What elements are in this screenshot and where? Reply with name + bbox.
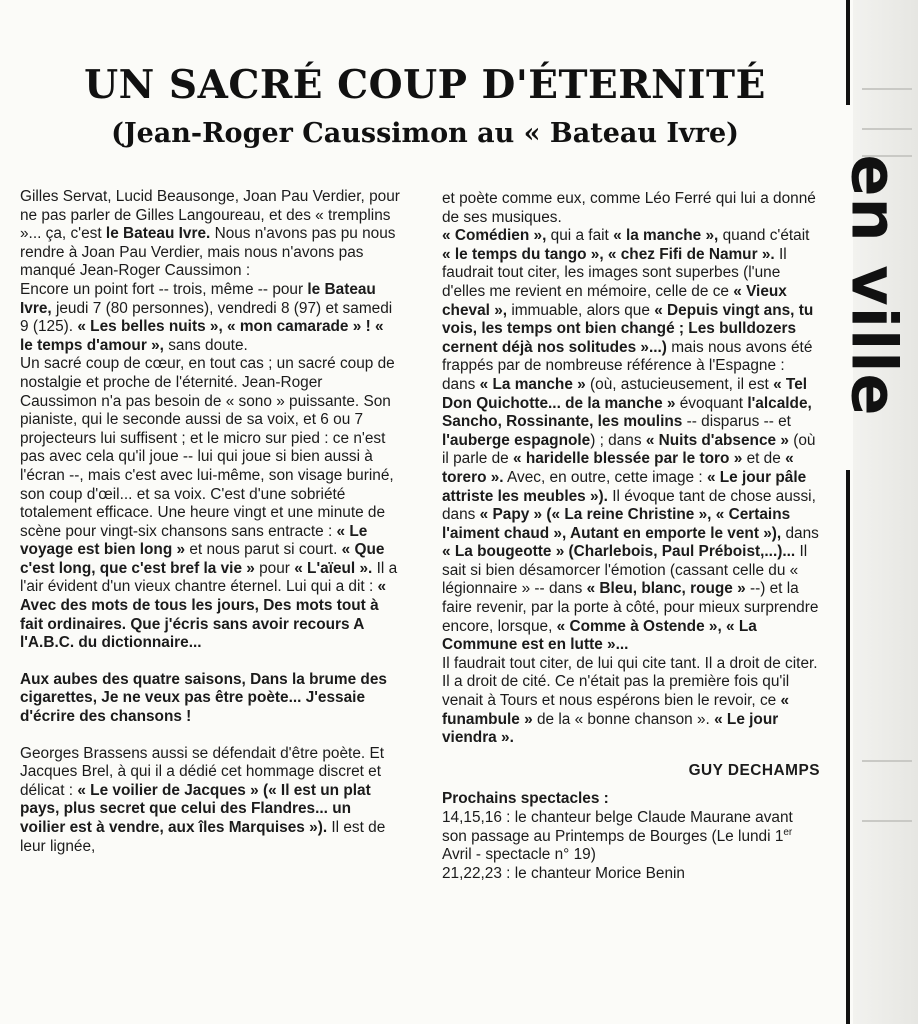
- section-label: [839, 110, 909, 460]
- edge-line: [862, 88, 912, 90]
- author-signature: GUY DECHAMPS: [688, 761, 820, 779]
- section-label-text: en ville: [837, 154, 911, 416]
- edge-line: [862, 760, 912, 762]
- edge-line: [862, 820, 912, 822]
- paragraph: Un sacré coup de cœur, en tout cas ; un sacré coup de nostalgie et proche de l'éternité. Jean-Roger Caussimon n'a pas besoin de « sono » puissante. Son pianiste, qui le seconde aussi de sa voix, et 6 ou 7 projecteurs lui suffisent ; et le micro sur pied : ce n'est pas avec cela qu'il joue -- lui qui joue si bien aussi à l'écran --, mais c'est avec lui-même, son visage buriné, son coup d'œil... et sa voix. C'est d'une sobriété totalement efficace. Une heure vingt et une minute de scène pour vingt-six chansons sans entracte : « Le voyage est bien long » et nous parut si court. « Que c'est long, que c'est bref la vie » pour « L'aïeul ». Il a l'air évident d'un vieux chantre éternel. Lui qui a dit : « Avec des mots de tous les jours, Des mots tout à fait ordinaires. Que j'écris sans avoir recours A l'A.B.C. du dictionnaire...: [20, 355, 398, 652]
- section-rule-bottom: [846, 470, 850, 1024]
- article-subtitle: (Jean-Roger Caussimon au « Bateau Ivre): [111, 118, 739, 149]
- verse: Aux aubes des quatre saisons, Dans la brume des cigarettes, Je ne veux pas être poète... J'essaie d'écrire des chansons !: [20, 670, 387, 726]
- paragraph: Il faudrait tout citer, de lui qui cite tant. Il a droit de citer. Il a droit de cité. Ce n'était pas la première fois qu'il venait à Tours et nous espérons bien le revoir, ce « funambule » de la « bonne chanson ». « Le jour viendra ».: [442, 654, 818, 747]
- upcoming-item: 21,22,23 : le chanteur Morice Benin: [442, 864, 685, 882]
- paragraph: Gilles Servat, Lucid Beausonge, Joan Pau Verdier, pour ne pas parler de Gilles Langoureau, et des « tremplins »... ça, c'est le Bateau Ivre. Nous n'avons pas pu nous rendre à Joan Pau Verdier, mais nous n'avons pas manqué Jean-Roger Caussimon :: [20, 188, 400, 280]
- upcoming-item: 14,15,16 : le chanteur belge Claude Maurane avant son passage au Printemps de Bourges (Le lundi 1er Avril - spectacle n° 19): [442, 809, 793, 864]
- paragraph: Encore un point fort -- trois, même -- pour le Bateau Ivre, jeudi 7 (80 personnes), vendredi 8 (97) et samedi 9 (125). « Les belles nuits », « mon camarade » ! « le temps d'amour », sans doute.: [20, 280, 393, 354]
- article-title: UN SACRÉ COUP D'ÉTERNITÉ: [84, 62, 766, 108]
- section-rule-top: [846, 0, 850, 105]
- paragraph: Georges Brassens aussi se défendait d'être poète. Et Jacques Brel, à qui il a dédié cet hommage discret et délicat : « Le voilier de Jacques » (« Il est un plat pays, plus secret que celui des Flandres... un voilier est à vendre, aux îles Marquises »). Il est de leur lignée,: [20, 744, 386, 855]
- middle-column: [442, 190, 820, 883]
- upcoming-heading: Prochains spectacles :: [442, 790, 609, 808]
- paragraph: et poète comme eux, comme Léo Ferré qui lui a donné de ses musiques.: [442, 190, 816, 226]
- left-column: [20, 188, 400, 856]
- paragraph: « Comédien », qui a fait « la manche », quand c'était « le temps du tango », « chez Fifi de Namur ». Il faudrait tout citer, les images sont superbes (l'une d'elles me revient en mémoire, celle de ce « Vieux cheval », immuable, alors que « Depuis vingt ans, tu vois, les temps ont bien changé ; Les bulldozers cernent déjà nos solitudes »...) mais nous avons été frappés par de nombreuse référence à l'Espagne : dans « La manche » (où, astucieusement, il est « Tel Don Quichotte... de la manche » évoquant l'alcalde, Sancho, Rossinante, les moulins -- disparus -- et l'auberge espagnole) ; dans « Nuits d'absence » (où il parle de « haridelle blessée par le toro » et de « torero ». Avec, en outre, cette image : « Le jour pâle attriste les meubles »). Il évoque tant de chose aussi, dans « Papy » (« La reine Christine », « Certains l'aiment chaud », Autant en emporte le vent »), dans « La bougeotte » (Charlebois, Paul Préboist,...)... Il sait si bien désamorcer l'émotion (cassant celle du « légionnaire » -- dans « Bleu, blanc, rouge » --) et la faire revenir, par la porte à côté, pour mieux surprendre encore, lorsque, « Comme à Ostende », « La Commune est en lutte »...: [442, 227, 819, 654]
